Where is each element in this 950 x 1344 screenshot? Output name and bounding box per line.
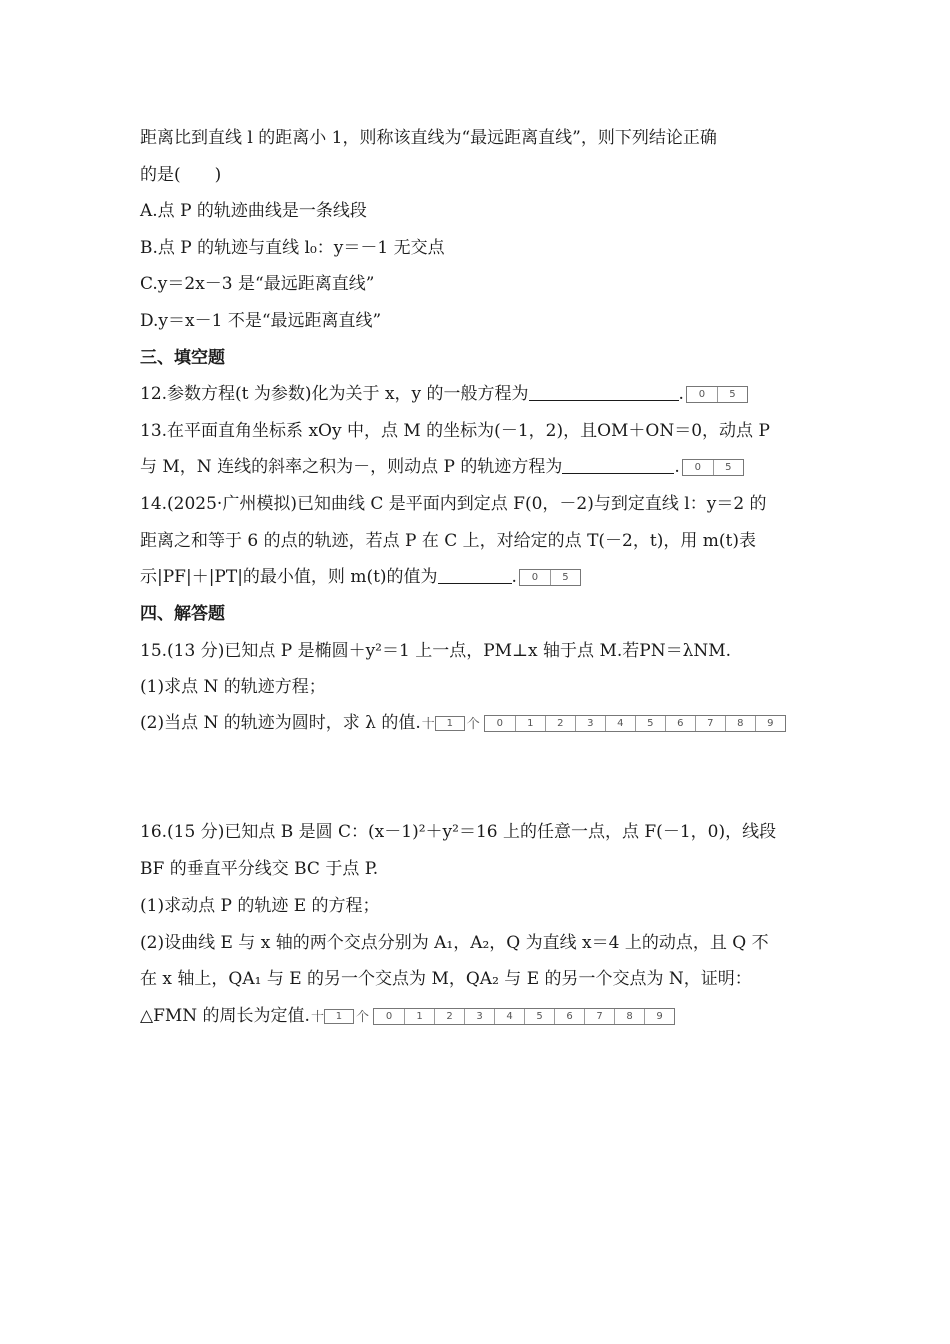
q11-option-a (140, 198, 367, 224)
section-title-solutions (140, 601, 225, 627)
q13-line1 (140, 418, 770, 444)
q11-line2 (140, 162, 221, 188)
unit-mark: 个 (466, 717, 480, 732)
q16-part1-text: (1)求动点 P 的轨迹 E 的方程； (140, 896, 380, 916)
score-box (686, 386, 748, 403)
q16-line1-text: 16.(15 分)已知点 B 是圆 C：(x－1)²＋y²＝16 上的任意一点，点 F(－1，0)，线段 (140, 822, 777, 842)
score-cell[interactable]: 6 (665, 716, 695, 731)
score-cell[interactable]: 5 (713, 460, 743, 475)
score-cell[interactable]: 5 (550, 570, 580, 585)
q14-line1-text: 14.(2025·广州模拟)已知曲线 C 是平面内到定点 F(0，－2)与到定直线 l：y＝2 的 (140, 494, 767, 514)
score-cell[interactable]: 8 (725, 716, 755, 731)
q16-part2-line2-text: 在 x 轴上，QA₁ 与 E 的另一个交点为 M，QA₂ 与 E 的另一个交点为 N，证明： (140, 969, 752, 989)
score-cell[interactable]: 0 (698, 389, 706, 400)
section3-title: 三、填空题 (140, 348, 225, 368)
option-a-text: A.点 P 的轨迹曲线是一条线段 (140, 201, 367, 221)
option-d-text: D.y＝x－1 不是“最远距离直线” (140, 311, 382, 331)
score-cell[interactable]: 9 (755, 716, 785, 731)
tens-mark: 十 (310, 1010, 324, 1025)
score-cell[interactable]: 2 (434, 1009, 464, 1024)
units-score-box (484, 715, 786, 732)
unit-mark: 个 (355, 1010, 369, 1025)
score-cell[interactable]: 7 (584, 1009, 614, 1024)
q13-line2-text: 与 M，N 连线的斜率之积为－，则动点 P 的轨迹方程为 (140, 457, 563, 477)
score-cell[interactable]: 7 (695, 716, 725, 731)
q16-line2 (140, 856, 378, 882)
score-cell[interactable]: 4 (605, 716, 635, 731)
score-cell[interactable]: 4 (494, 1009, 524, 1024)
q13-line2: 与 M，N 连线的斜率之积为－，则动点 P 的轨迹方程为 . 0 5 (140, 454, 744, 480)
answer-blank[interactable] (529, 384, 679, 401)
q16-line1 (140, 819, 776, 845)
score-cell[interactable]: 5 (524, 1009, 554, 1024)
answer-blank[interactable] (438, 567, 512, 584)
q15-part1 (140, 674, 326, 700)
q15-part1-text: (1)求点 N 的轨迹方程； (140, 677, 326, 697)
q15-part2 (140, 710, 786, 736)
q11-line1-text: 距离比到直线 l 的距离小 1，则称该直线为“最远距离直线”，则下列结论正确 (140, 128, 717, 148)
score-cell[interactable]: 5 (717, 387, 747, 402)
score-cell[interactable]: 0 (531, 572, 539, 583)
q12-text: 12.参数方程(t 为参数)化为关于 x，y 的一般方程为 (140, 384, 529, 404)
q16-part2-line1 (140, 930, 769, 956)
option-b-text: B.点 P 的轨迹与直线 l₀：y＝－1 无交点 (140, 238, 445, 258)
q11-line2-text: 的是( ) (140, 165, 222, 185)
q12: 12.参数方程(t 为参数)化为关于 x，y 的一般方程为 . 0 5 (140, 381, 748, 407)
q16-part2-line2 (140, 966, 752, 992)
q16-part1 (140, 893, 380, 919)
score-cell[interactable]: 0 (385, 1011, 393, 1022)
score-cell[interactable]: 5 (635, 716, 665, 731)
q11-option-c (140, 271, 374, 297)
section4-title: 四、解答题 (140, 604, 225, 624)
answer-blank[interactable] (562, 457, 674, 474)
score-cell[interactable]: 2 (545, 716, 575, 731)
q15-line1-text: 15.(13 分)已知点 P 是椭圆＋y²＝1 上一点，PM⊥x 轴于点 M.若PN＝λNM. (140, 641, 732, 661)
q14-line1 (140, 491, 767, 517)
score-cell[interactable]: 8 (614, 1009, 644, 1024)
q16-part2-line1-text: (2)设曲线 E 与 x 轴的两个交点分别为 A₁，A₂，Q 为直线 x＝4 上的动点，且 Q 不 (140, 933, 769, 953)
score-box (682, 459, 744, 476)
option-c-text: C.y＝2x－3 是“最远距离直线” (140, 274, 375, 294)
q16-line2-text: BF 的垂直平分线交 BC 于点 P. (140, 859, 379, 879)
units-score-box (373, 1008, 675, 1025)
score-cell[interactable]: 6 (554, 1009, 584, 1024)
tens-mark: 十 (421, 717, 435, 732)
score-cell[interactable]: 9 (644, 1009, 674, 1024)
q13-line1-text: 13.在平面直角坐标系 xOy 中，点 M 的坐标为(－1，2)，且OM＋ON＝0，动点 P (140, 421, 770, 441)
q11-option-b (140, 235, 445, 261)
q16-part2-line3-text: △FMN 的周长为定值. (140, 1006, 310, 1026)
score-cell[interactable]: 1 (515, 716, 545, 731)
q15-part2-text: (2)当点 N 的轨迹为圆时，求 λ 的值. (140, 713, 421, 733)
q11-line1 (140, 125, 717, 151)
q14-line2-text: 距离之和等于 6 的点的轨迹，若点 P 在 C 上，对给定的点 T(－2，t)，用 m(t)表 (140, 531, 756, 551)
tens-score-cell[interactable]: 1 (324, 1009, 354, 1024)
q16-part2-line3 (140, 1003, 675, 1029)
score-cell[interactable]: 3 (575, 716, 605, 731)
tens-score-cell[interactable]: 1 (435, 716, 465, 731)
q14-line2 (140, 528, 756, 554)
score-cell[interactable]: 1 (404, 1009, 434, 1024)
q14-line3: 示|PF|＋|PT|的最小值，则 m(t)的值为 . 0 5 (140, 564, 581, 590)
score-cell[interactable]: 0 (496, 718, 503, 729)
section-title-fill-in (140, 345, 225, 371)
q14-line3-text: 示|PF|＋|PT|的最小值，则 m(t)的值为 (140, 567, 438, 587)
score-cell[interactable]: 0 (694, 462, 701, 473)
score-cell[interactable]: 3 (464, 1009, 494, 1024)
q11-option-d (140, 308, 381, 334)
score-box (519, 569, 581, 586)
q15-line1 (140, 638, 731, 664)
